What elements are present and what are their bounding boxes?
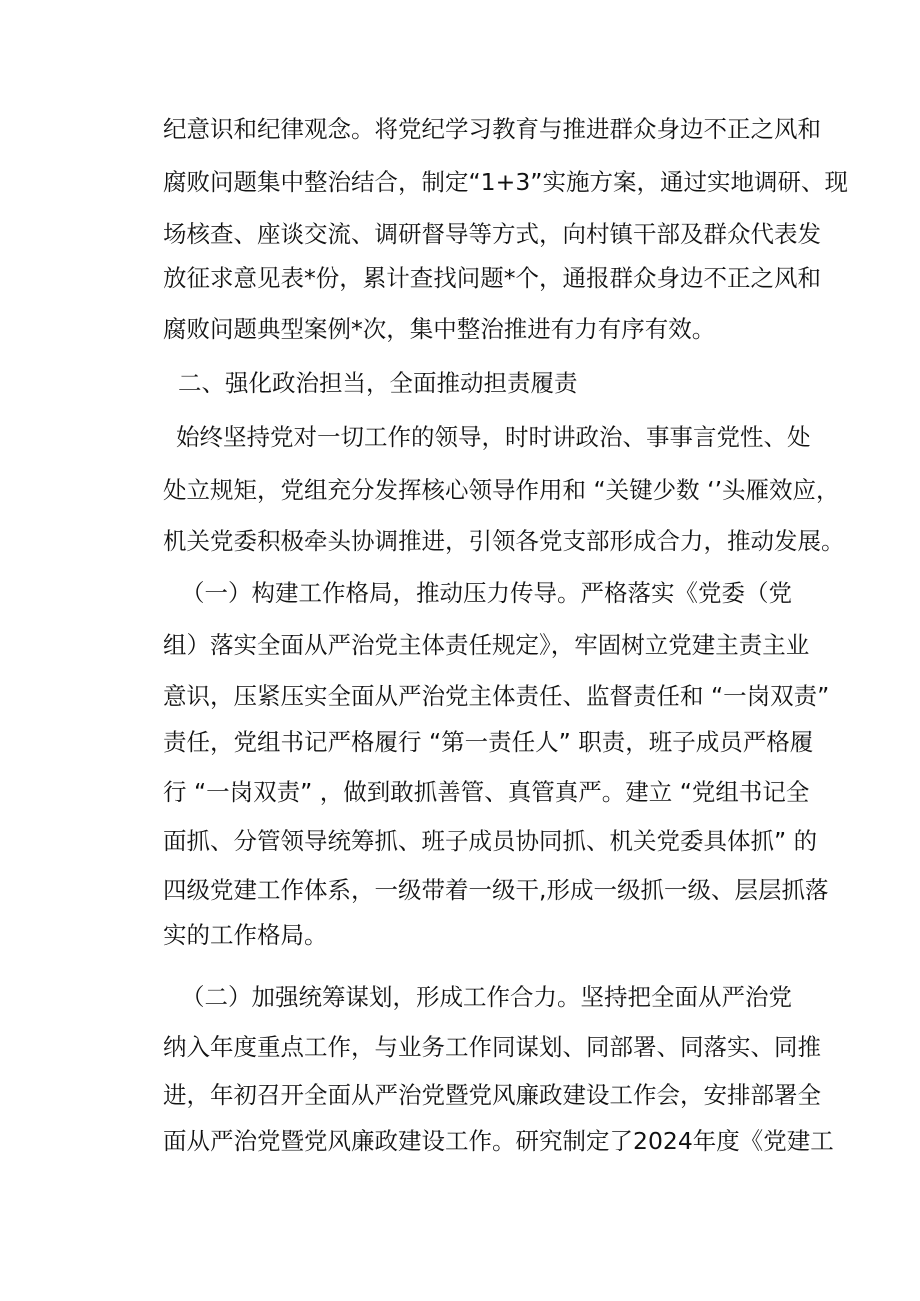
text-line: 行 “一岗双责” ，做到敢抓善管、真管真严。建立 “党组书记全 — [163, 778, 810, 806]
text-line: 进，年初召开全面从严治党暨党风廉政建设工作会，安排部署全 — [163, 1081, 821, 1109]
text-line: 意识，压紧压实全面从严治党主体责任、监督责任和 “一岗双责” — [163, 682, 830, 710]
text-line: 腐败问题典型案例*次，集中整治推进有力有序有效。 — [163, 315, 716, 343]
text-line: 责任，党组书记严格履行 “第一责任人” 职责，班子成员严格履 — [163, 728, 814, 756]
text-line: 场核查、座谈交流、调研督导等方式，向村镇干部及群众代表发 — [163, 220, 821, 248]
text-line: 始终坚持党对一切工作的领导，时时讲政治、事事言党性、处 — [176, 423, 811, 451]
text-line: 组）落实全面从严治党主体责任规定》，牢固树立党建主责主业 — [163, 631, 810, 659]
text-line: 四级党建工作体系，一级带着一级干,形成一级抓一级、层层抓落 — [163, 876, 829, 904]
text-line: 面从严治党暨党风廉政建设工作。研究制定了2024年度《党建工 — [163, 1127, 834, 1155]
text-line: 放征求意见表*份，累计查找问题*个，通报群众身边不正之风和 — [163, 264, 821, 292]
text-line: 腐败问题集中整治结合，制定“1+3”实施方案，通过实地调研、现 — [163, 168, 848, 196]
text-line: 处立规矩，党组充分发挥核心领导作用和 “关键少数 ‘’头雁效应， — [163, 476, 840, 504]
text-line: 纪意识和纪律观念。将党纪学习教育与推进群众身边不正之风和 — [163, 115, 821, 143]
text-line: 实的工作格局。 — [163, 921, 328, 949]
text-line: 面抓、分管领导统筹抓、班子成员协同抓、机关党委具体抓” 的 — [163, 827, 818, 855]
text-line: （二）加强统筹谋划，形成工作合力。坚持把全面从严治党 — [181, 983, 792, 1011]
text-line: 纳入年度重点工作，与业务工作同谋划、同部署、同落实、同推 — [163, 1033, 821, 1061]
section-heading: 二、强化政治担当，全面推动担责履责 — [178, 369, 578, 397]
text-line: 机关党委积极牵头协调推进，引领各党支部形成合力，推动发展。 — [163, 527, 845, 555]
text-line: （一）构建工作格局，推动压力传导。严格落实《党委（党 — [181, 579, 792, 607]
